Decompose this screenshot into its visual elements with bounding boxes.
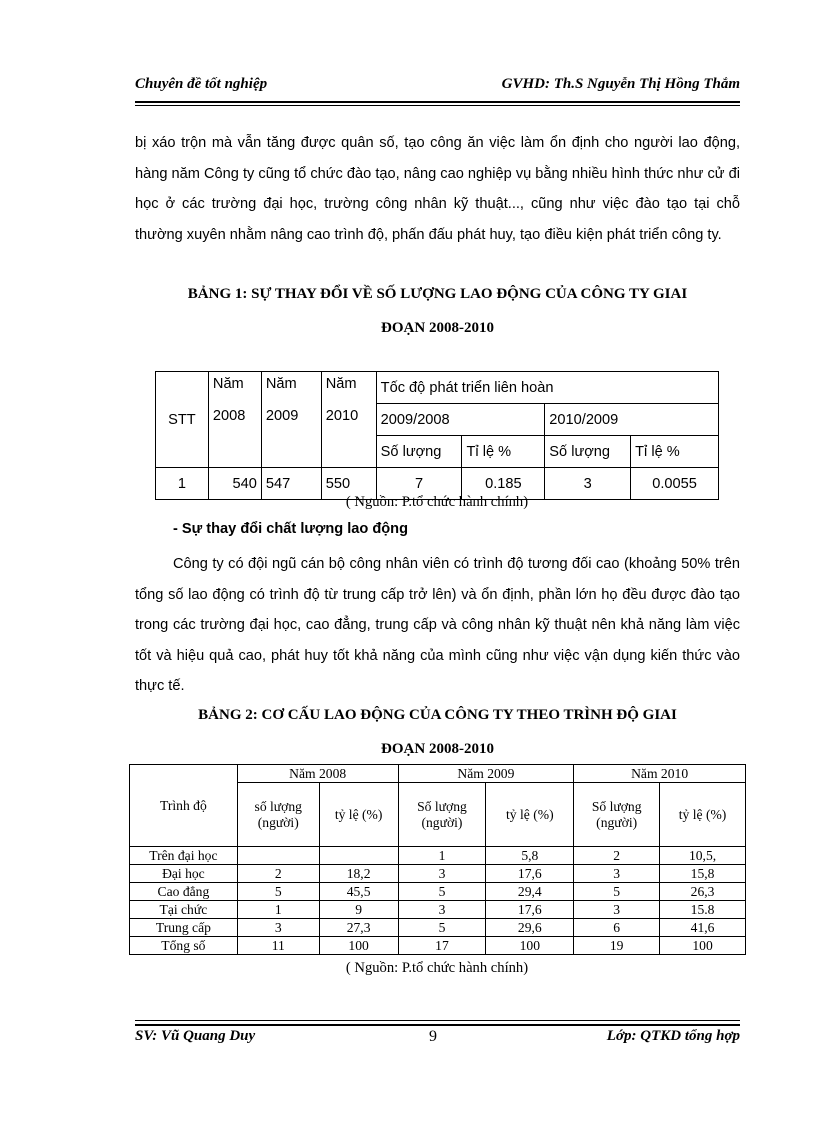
table-row: Trên đại học 1 5,8 2 10,5, [130,847,746,865]
table-row: Cao đẳng 5 45,5 5 29,4 5 26,3 [130,883,746,901]
table1-title [135,277,740,345]
header-period-1: 2009/2008 [376,404,545,436]
paragraph-intro: bị xáo trộn mà vẫn tăng được quân số, tạo công ăn việc làm ổn định cho người lao động, hàng năm Công ty cũng tổ chức đào tạo, nâng cao nghiệp vụ bằng nhiều hình thức như cử đi học ở các trường đại học, trường công nhân kỹ thuật..., cũng như việc đào tạo tại chỗ thường xuyên nhằm nâng cao trình độ, phấn đấu phát huy, tạo điều kiện phát triển công ty. [135,135,740,243]
table2-title [135,698,740,766]
header-year-2008: Năm 2008 [208,372,261,468]
labor-structure-table [129,764,746,955]
header-qty-1: Số lượng [376,436,462,468]
table-row: Tại chức 1 9 3 17,6 3 15.8 [130,901,746,919]
header-period-2: 2010/2009 [545,404,719,436]
header-pct-1: Tỉ lệ % [462,436,545,468]
header-qty-2009: Số lượng (người) [398,783,486,847]
section-subheading: - Sự thay đổi chất lượng lao động [173,521,409,537]
table1-title-line1: BẢNG 1: SỰ THAY ĐỔI VỀ SỐ LƯỢNG LAO ĐỘNG CỦA CÔNG TY GIAI [187,286,688,302]
page-number: 9 [429,1028,437,1045]
table2-title-line2: ĐOẠN 2008-2010 [381,741,494,757]
header-2008: Năm 2008 [237,765,398,783]
header-rule-thin [135,105,740,106]
header-pct-2009: tỷ lệ (%) [486,783,574,847]
header-pct-2010: tỷ lệ (%) [660,783,746,847]
footer-rule [135,1024,740,1026]
header-2010: Năm 2010 [574,765,746,783]
table1-title-line2: ĐOẠN 2008-2010 [381,320,494,336]
header-year-2009: Năm 2009 [261,372,321,468]
table-row: Đại học 2 18,2 3 17,6 3 15,8 [130,865,746,883]
table2-title-line1: BẢNG 2: CƠ CẤU LAO ĐỘNG CỦA CÔNG TY THEO TRÌNH ĐỘ GIAI [198,707,677,723]
header-year-2010: Năm 2010 [321,372,376,468]
header-qty-2: Số lượng [545,436,631,468]
header-qty-2008: số lượng (người) [237,783,319,847]
header-rule [135,101,740,103]
footer-class: Lớp: QTKD tổng hợp [606,1028,740,1044]
table1-source: ( Nguồn: P.tổ chức hành chính) [345,494,529,510]
header-level: Trình độ [130,765,238,847]
header-growth: Tốc độ phát triển liên hoàn [376,372,718,404]
header-pct-2008: tỷ lệ (%) [319,783,398,847]
footer-rule-thin [135,1020,740,1021]
header-left: Chuyên đề tốt nghiệp [135,76,268,92]
labor-quantity-table [155,371,719,500]
header-qty-2010: Số lượng (người) [574,783,660,847]
table-row-total: Tổng số 11 100 17 100 19 100 [130,937,746,955]
header-2009: Năm 2009 [398,765,574,783]
header-pct-2: Tỉ lệ % [631,436,719,468]
table2-source: ( Nguồn: P.tổ chức hành chính) [345,960,529,976]
header-stt: STT [156,372,209,468]
table-row: Trung cấp 3 27,3 5 29,6 6 41,6 [130,919,746,937]
footer-student: SV: Vũ Quang Duy [135,1028,256,1044]
header-right: GVHD: Th.S Nguyễn Thị Hồng Thắm [501,76,740,92]
table-row: 1 540 547 550 7 0.185 3 0.0055 [156,468,719,500]
page-header [135,76,740,98]
page-footer [135,1028,740,1050]
paragraph-quality: Công ty có đội ngũ cán bộ công nhân viên có trình độ tương đối cao (khoảng 50% trên tổng số lao động có trình độ từ trung cấp trở lên) và ổn định, phần lớn họ đều được đào tạo trong các trường đại học, cao đẳng, trung cấp và công nhân kỹ thuật nên khả năng làm việc tốt và hiệu quả cao, phát huy tốt khả năng của mình cũng như việc vận dụng kiến thức vào thực tế. [135,556,740,694]
